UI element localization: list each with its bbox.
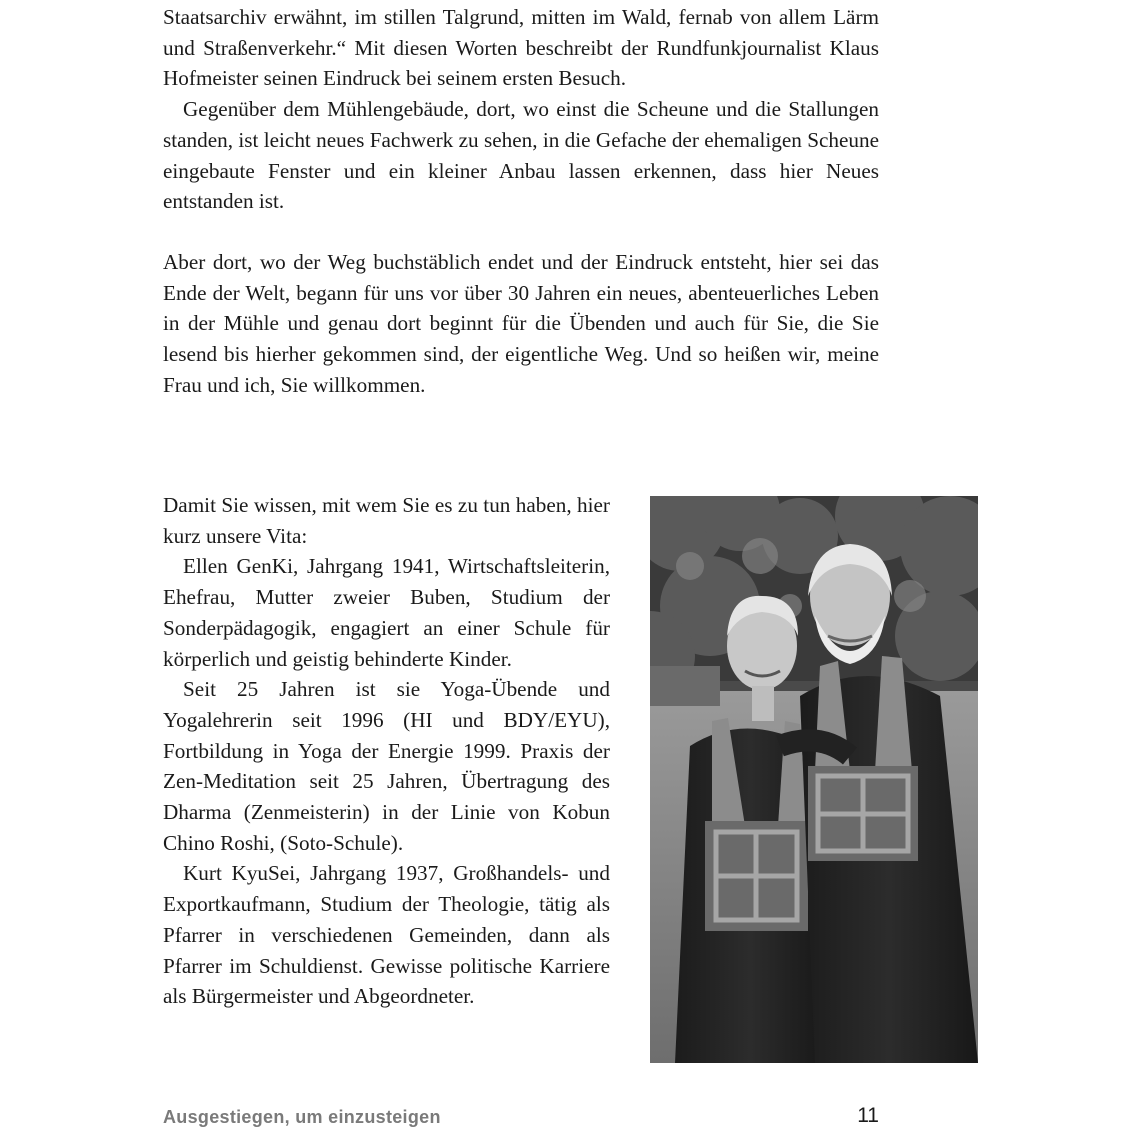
vita-text-block bbox=[163, 490, 610, 1012]
vita-intro: Damit Sie wissen, mit wem Sie es zu tun haben, hier kurz unsere Vita: bbox=[163, 493, 610, 548]
couple-photo-illustration bbox=[650, 496, 978, 1063]
intro-text-block bbox=[163, 2, 879, 400]
vita-kurt: Kurt KyuSei, Jahrgang 1937, Großhandels- und Exportkaufmann, Studium der Theologie, tätig als Pfarrer in verschiedenen Gemeinden, dann als Pfarrer im Schuldienst. Gewisse politische Karriere als Bürgermeister und Abgeordneter. bbox=[163, 861, 610, 1009]
running-footer-title: Ausgestiegen, um einzusteigen bbox=[163, 1107, 441, 1127]
couple-photo bbox=[650, 496, 978, 1063]
paragraph-welcome: Aber dort, wo der Weg buchstäblich endet und der Eindruck entsteht, hier sei das Ende der Welt, begann für uns vor über 30 Jahren ein neues, abenteuerliches Leben in der Mühle und genau dort beginnt für die Übenden und auch für Sie, die Sie lesend bis hierher gekommen sind, der eigentliche Weg. Und so heißen wir, meine Frau und ich, Sie willkommen. bbox=[163, 249, 879, 397]
vita-ellen: Ellen GenKi, Jahrgang 1941, Wirtschaftsleiterin, Ehefrau, Mutter zweier Buben, Studium der Sonderpädagogik, engagiert an einer Schule für körperlich und geistig behinderte Kinder. bbox=[163, 554, 610, 671]
paragraph-quote-end: Staatsarchiv erwähnt, im stillen Talgrund, mitten im Wald, fernab von allem Lärm und Straßenverkehr.“ Mit diesen Worten beschreibt der Rundfunkjournalist Klaus Hofmeister seinen Eindruck bei seinem ersten Besuch. bbox=[163, 5, 879, 91]
paragraph-gap bbox=[163, 217, 879, 247]
page-number: 11 bbox=[857, 1104, 879, 1127]
vita-ellen-yoga: Seit 25 Jahren ist sie Yoga-Übende und Yogalehrerin seit 1996 (HI und BDY/EYU), Fortbildung in Yoga der Energie 1999. Praxis der Zen-Meditation seit 25 Jahren, Übertragung des Dharma (Zenmeisterin) in der Linie von Kobun Chino Roshi, (Soto-Schule). bbox=[163, 677, 610, 855]
paragraph-building: Gegenüber dem Mühlengebäude, dort, wo einst die Scheune und die Stallungen standen, ist leicht neues Fachwerk zu sehen, in die Gefache der ehemaligen Scheune eingebaute Fenster und ein kleiner Anbau lassen erkennen, dass hier Neues entstanden ist. bbox=[163, 97, 879, 214]
